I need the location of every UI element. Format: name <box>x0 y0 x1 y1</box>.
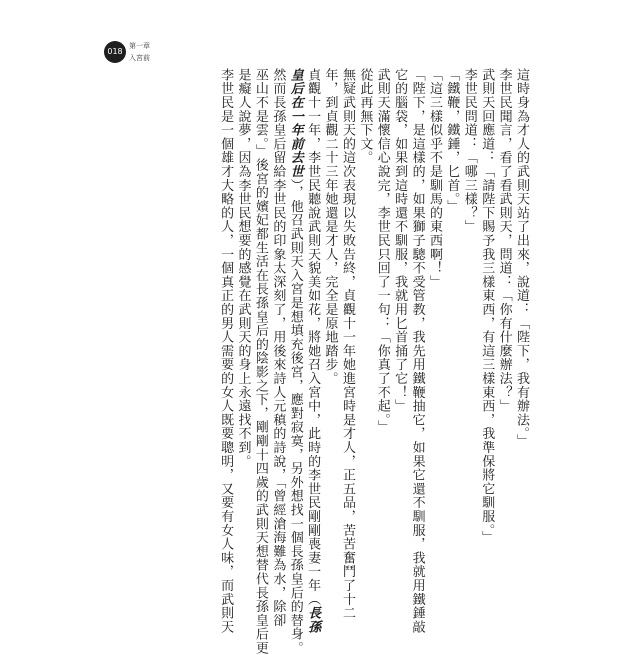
text-run: 這時身為才人的武則天站了出來，說道：「陛下，我有辦法。」 <box>514 68 529 448</box>
text-column <box>356 68 373 588</box>
text-run: 從此再無下文。 <box>357 68 373 165</box>
text-run: 然而長孫皇后留給李世民的印象太深刻了，用後來詩人元稹的詩說，「曾經滄海難為水，除卻 <box>270 68 286 628</box>
annotation-note: 長孫 <box>305 606 321 634</box>
text-column <box>460 68 477 588</box>
text-run: 李世民聞言，看了看武則天，問道：「你有什麼辦法？」 <box>496 68 512 413</box>
text-column <box>391 68 408 588</box>
text-run: 是癡人說夢，因為李世民想要的感覺在武則天的身上永遠找不到。 <box>235 68 251 469</box>
body-text <box>110 68 530 655</box>
text-column <box>373 68 390 588</box>
text-column <box>321 68 338 588</box>
text-run: 巫山不是雲。」後宮的嬪妃都生活在長孫皇后的陰影之下，剛剛十四歲的武則天想替代長孫皇后更 <box>252 68 268 655</box>
text-run: 李世民問道：「哪三樣？」 <box>461 68 477 234</box>
text-run: 年，到貞觀二十三年她還是才人，完全是原地踏步。 <box>322 68 338 386</box>
chapter-label: 第一章 <box>129 42 150 50</box>
text-column <box>286 68 303 655</box>
running-header <box>104 40 152 66</box>
text-column <box>426 68 443 588</box>
text-run: 「鐵鞭，鐵錘，匕首。」 <box>444 68 460 214</box>
text-column <box>252 68 269 655</box>
text-run: 武則天滿懷信心說完，李世民只回了一句：「你真了不起。」 <box>374 68 390 435</box>
text-run: 李世民是一個雄才大略的人，一個真正的男人需要的女人既要聰明，又要有女人味，而武則天 <box>218 68 234 634</box>
text-run: 無疑武則天的這次表現以失敗告終，貞觀十一年她進宮時是才人，正五品，苦苦奮鬥了十二 <box>339 68 355 620</box>
text-run: ），他召武則天入宮是想填充後宮，應對寂寞，另外想找一個長孫皇后的替身。 <box>287 178 303 655</box>
text-run: 「陛下，是這樣的，如果獅子驄不受管教，我先用鐵鞭抽它，如果它還不馴服，我就用鐵錘敲 <box>409 68 425 634</box>
text-run: 「這三樣似乎不是馴馬的東西啊！」 <box>426 68 442 289</box>
annotation-note: 皇后在一年前去世 <box>287 68 303 179</box>
text-column <box>408 68 425 634</box>
text-run: 貞觀十一年，李世民聽說武則天貌美如花，將她召入宮中，此時的李世民剛剛喪妻一年（ <box>305 68 321 607</box>
text-column <box>234 68 251 588</box>
text-column <box>513 68 530 588</box>
text-column <box>269 68 286 628</box>
text-run: 武則天回應道：「請陛下賜予我三樣東西，有這三樣東西，我準保將它馴服。」 <box>479 68 495 545</box>
text-column <box>443 68 460 588</box>
text-column <box>339 68 356 620</box>
text-column <box>495 68 512 588</box>
text-run: 它的腦袋，如果到這時還不馴服，我就用匕首捅了它！」 <box>392 68 408 413</box>
text-column <box>478 68 495 588</box>
text-column <box>217 68 234 634</box>
section-label: 入宮前 <box>129 54 150 62</box>
text-column <box>304 68 321 634</box>
page-number: 018 <box>104 41 126 63</box>
